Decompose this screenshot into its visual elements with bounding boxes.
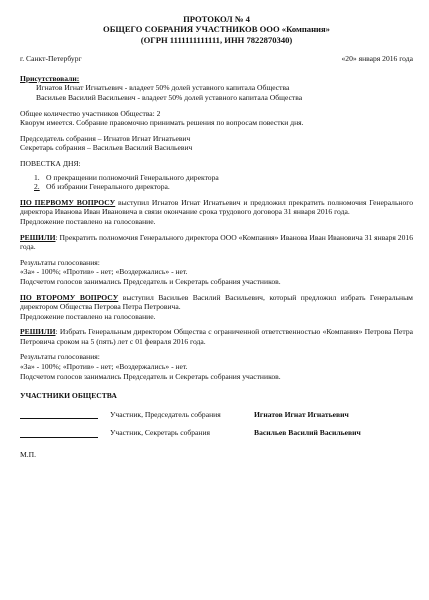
agenda-title: ПОВЕСТКА ДНЯ:	[20, 158, 81, 168]
signature-line	[20, 410, 98, 419]
agenda-item: 2. Об избрании Генерального директора.	[34, 182, 170, 192]
agenda-item: 1. О прекращении полномочий Генерального директора	[34, 172, 219, 182]
place-date-row	[20, 54, 413, 64]
q1-put-to-vote: Предложение поставлено на голосование.	[20, 216, 156, 226]
signature-name: Игнатов Игнат Игнатьевич	[254, 409, 349, 419]
question-2: ПО ВТОРОМУ ВОПРОСУ выступил Васильев Василий Васильевич, который предложил избрать Генеральным директором Общества Петрова Петра Петровича.	[20, 292, 413, 312]
header-title: ПРОТОКОЛ № 4	[183, 14, 250, 24]
protocol-document	[20, 14, 413, 460]
signature-role: Участник, Секретарь собрания	[110, 428, 211, 438]
signature-row-secretary	[20, 428, 413, 438]
participants-title: УЧАСТНИКИ ОБЩЕСТВА	[20, 391, 117, 401]
q1-count: Подсчетом голосов занимались Председатель и Секретарь собрания участников.	[20, 276, 281, 286]
quorum: Кворум имеется. Собрание правомочно принимать решения по вопросам повестки дня.	[20, 118, 304, 128]
signature-name: Васильев Василий Васильевич	[254, 428, 361, 438]
total-participants: Общее количество участников Общества: 2	[20, 108, 161, 118]
seal-place: М.П.	[20, 450, 37, 460]
document-header	[20, 14, 413, 45]
place: г. Санкт-Петербург	[20, 54, 82, 64]
header-registration: (ОГРН 1111111111111, ИНН 7822870340)	[140, 34, 293, 45]
signature-line	[20, 429, 98, 438]
header-company: ОБЩЕГО СОБРАНИЯ УЧАСТНИКОВ ООО «Компания»	[103, 24, 330, 35]
q1-results: «За» - 100%; «Против» - нет; «Воздержались» - нет.	[20, 267, 188, 277]
signature-row-chairman	[20, 410, 413, 420]
signature-role: Участник, Председатель собрания	[110, 409, 221, 419]
question-1: ПО ПЕРВОМУ ВОПРОСУ выступил Игнатов Игнат Игнатьевич и предложил прекратить полномочия Генерального директора Иванова Иван Ивановича в связи окончание срока трудового договора 31 января 2016 года.	[20, 197, 413, 217]
q2-put-to-vote: Предложение поставлено на голосование.	[20, 311, 156, 321]
present-item: Васильев Василий Васильевич - владеет 50% долей уставного капитала Общества	[36, 93, 303, 102]
secretary: Секретарь собрания – Васильев Василий Васильевич	[20, 143, 193, 153]
chairman: Председатель собрания – Игнатов Игнат Игнатьевич	[20, 133, 191, 143]
present-label: Присутствовали:	[20, 73, 80, 83]
date: «20» января 2016 года	[341, 54, 413, 64]
present-item: Игнатов Игнат Игнатьевич - владеет 50% долей уставного капитала Общества	[36, 83, 290, 93]
agenda-list	[20, 173, 413, 192]
q1-results-label: Результаты голосования:	[20, 257, 100, 267]
q2-decision: РЕШИЛИ: Избрать Генеральным директором Общества с ограниченной ответственностью «Компания» Петрова Петра Петровича сроком на 5 (пять) лет с 01 февраля 2016 года.	[20, 327, 413, 346]
q1-lead: ПО ПЕРВОМУ ВОПРОСУ	[20, 197, 116, 207]
q1-decision: РЕШИЛИ: Прекратить полномочия Генерального директора ООО «Компания» Иванова Иван Ивановича 31 января 2016 года.	[20, 232, 413, 252]
q2-results-label: Результаты голосования:	[20, 352, 100, 362]
present-section	[20, 74, 413, 103]
q2-results: «За» - 100%; «Против» - нет; «Воздержались» - нет.	[20, 362, 188, 372]
q2-count: Подсчетом голосов занимались Председатель и Секретарь собрания участников.	[20, 371, 281, 381]
q2-lead: ПО ВТОРОМУ ВОПРОСУ	[20, 292, 119, 302]
